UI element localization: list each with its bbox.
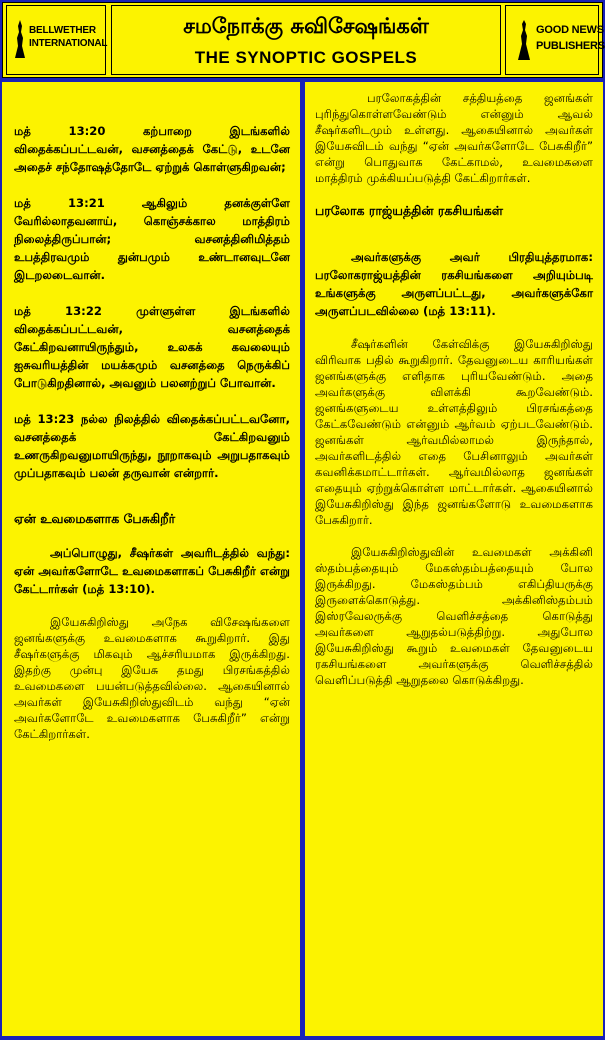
good-news-logo-text: GOOD NEWS PUBLISHERS [536,24,605,52]
paragraph-question: அப்பொழுது, சீஷர்கள் அவரிடத்தில் வந்து: ஏன் அவர்களோடே உவமைகளாகப் பேசுகிறீர் என்று கேட்டார்கள் (மத் 13:10). [14,546,290,596]
paragraph-parables: இயேசுகிறிஸ்து அநேக விசேஷங்களை ஜனங்களுக்கு உவமைகளாக கூறுகிறார். இது சீஷர்களுக்கு மிகவும் ஆச்சரியமாக இருக்கிறது. இதற்கு முன்பு இயேசு தமது பிரசங்கத்தில் உவமைகளை பயன்படுத்தவில்லை. ஆகையினால் அவர்கள் இயேசுகிறிஸ்துவிடம் வந்து “ஏன் அவர்களோடே உவமைகளாக பேசுகிறீர்” என்று கேட்கிறார்கள். [14,615,290,741]
good-news-logo [505,5,605,75]
paragraph-answer: அவர்களுக்கு அவர் பிரதியுத்தரமாக: பரலோகராஜ்யத்தின் ரகசியங்களை அறியும்படி உங்களுக்கு அருளப்பட்டது, அவர்களுக்கோ அருளப்படவில்லை (மத் 13:11). [315,250,593,318]
left-column [2,82,300,1036]
right-column [305,82,603,1036]
bellwether-logo [6,5,106,75]
paragraph-heavenly-truth: பரலோகத்தின் சத்தியத்தை ஜனங்கள் புரிந்துகொள்ளவேண்டும் என்னும் ஆவல் சீஷர்களிடமும் உள்ளது. ஆகையினால் அவர்கள் இயேசுவிடம் வந்து “ஏன் அவர்களோடே பேசுகிறீர்” என்று பொதுவாக கேட்காமல், உவமைகளை மாத்திரம் முக்கியப்படுத்தி கேட்கிறார்கள். [315,91,593,185]
verse-13-21: மத் 13:21 ஆகிலும் தனக்குள்ளே வேரில்லாதவனாய், கொஞ்சக்கால மாத்திரம் நிலைத்திருப்பான்; வசனத்தினிமித்தம் உபத்திரவமும் துன்பமும் உண்டானவுடனே இடறலடைவான். [14,196,290,282]
section-heading-mysteries: பரலோக ராஜ்யத்தின் ரகசியங்கள் [315,203,504,218]
verse-13-23: மத் 13:23 நல்ல நிலத்தில் விதைக்கப்பட்டவனோ, வசனத்தைக் கேட்கிறவனும் உணருகிறவனுமாயிருந்து, நூறாகவும் அறுபதாகவும் முப்பதாகவும் பலன் தருவான் என்றார். [14,412,290,480]
paragraph-pillar: இயேசுகிறிஸ்துவின் உவமைகள் அக்கினி ஸ்தம்பத்தையும் மேகஸ்தம்பத்தையும் போல இருக்கிறது. மேகஸ்தம்பம் எகிப்தியருக்கு இருளைக்கொடுத்து. அக்கினிஸ்தம்பம் இஸ்ரவேலருக்கு வெளிச்சத்தை கொடுத்து அவர்களை ஆறுதல்படுத்திற்று. அதுபோல இயேசுகிறிஸ்து கூறும் உவமைகள் தேவனுடைய ரகசியங்களை அவர்களுக்கு வெளிச்சத்தில் வெளிப்படுத்தி ஆறுதலை கொடுக்கிறது. [315,545,593,687]
paragraph-explanation: சீஷர்களின் கேள்விக்கு இயேசுகிறிஸ்து விரிவாக பதில் கூறுகிறார். தேவனுடைய காரியங்கள் ஜனங்களுக்கு எளிதாக புரியவேண்டும். அதை அவர்களுக்கு விளக்கி கூறவேண்டும். ஜனங்களுடைய உள்ளத்திலும் பிரசங்கத்தை கேட்கவேண்டும் என்னும் ஆர்வம் ஏற்படவேண்டும். ஜனங்கள் ஆர்வமில்லாமல் இருந்தால், அவர்களிடத்தில் எதை பேசினாலும் அவர்கள் கவனிக்கமாட்டார்கள். ஆர்வமில்லாத ஜனங்கள் எதையும் ஏற்றுக்கொள்ள மாட்டார்கள். ஆகையினால் இயேசுகிறிஸ்து இந்த ஜனங்களோடு உவமைகளாக பேசுகிறார். [315,337,593,527]
page-title-tamil: சமநோக்கு சுவிசேஷங்கள் [183,14,429,38]
bellwether-logo-icon [13,18,27,62]
verse-13-22: மத் 13:22 முள்ளுள்ள இடங்களில் விதைக்கப்பட்டவன், வசனத்தைக் கேட்கிறவனாயிருந்தும், உலகக் கவலையும் ஐசுவரியத்தின் மயக்கமும் வசனத்தை நெருக்கிப் போடுகிறதினால், அவனும் பலனற்றுப் போவான். [14,304,290,390]
verse-13-20: மத் 13:20 கற்பாறை இடங்களில் விதைக்கப்பட்டவன், வசனத்தைக் கேட்டு, உடனே அதைச் சந்தோஷத்தோடே ஏற்றுக் கொள்ளுகிறவன்; [14,124,290,174]
page-header [2,2,603,78]
page-title-english: THE SYNOPTIC GOSPELS [194,48,418,67]
bellwether-logo-text: BELLWETHER INTERNATIONAL [29,25,108,49]
title-block [111,5,501,75]
section-heading-parables: ஏன் உவமைகளாக பேசுகிறீர் [14,511,176,526]
good-news-logo-icon [516,18,532,64]
